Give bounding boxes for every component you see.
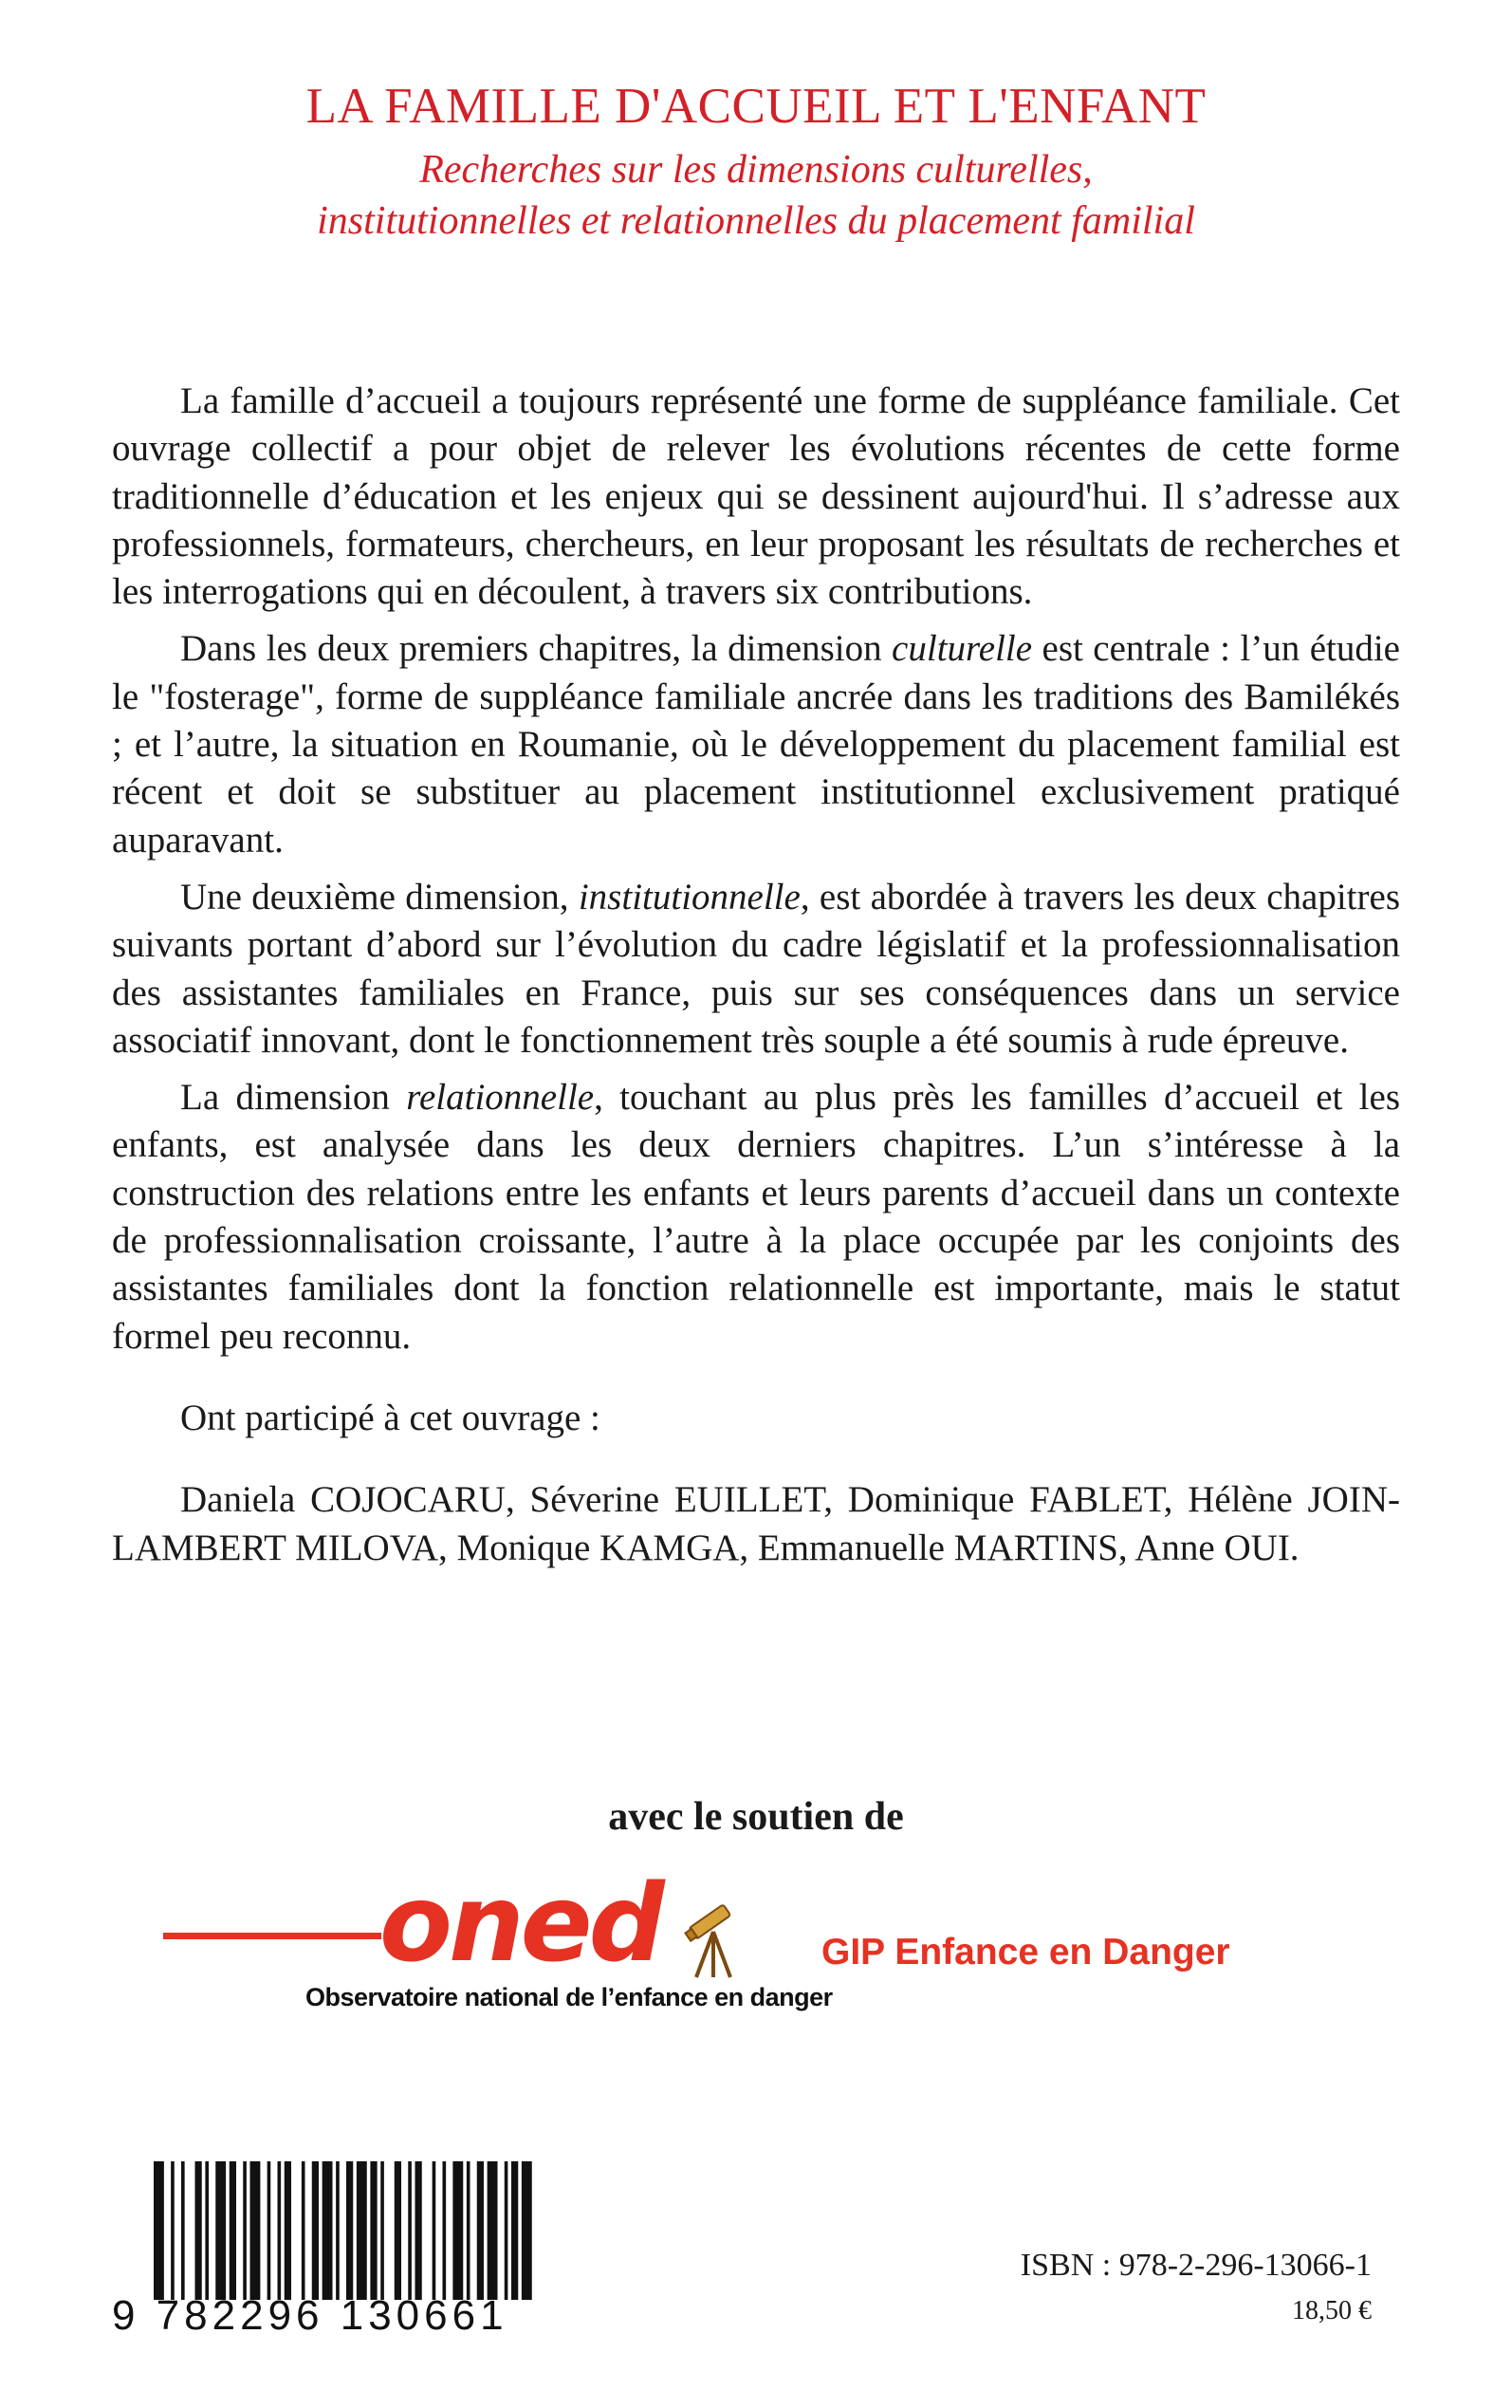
oned-tagline: Observatoire national de l’enfance en danger (305, 1983, 833, 2011)
barcode-bar (415, 2161, 422, 2300)
barcode-bar (370, 2161, 377, 2300)
barcode-bar (408, 2161, 412, 2300)
barcode-bar (278, 2161, 282, 2300)
barcode-bar (395, 2161, 401, 2300)
paragraph-institutional-start: Une deuxième dimension, (180, 876, 579, 917)
support-label: avec le soutien de (608, 1795, 904, 1839)
barcode-bar (443, 2161, 447, 2300)
oned-logo-line (163, 1933, 381, 1939)
barcode-bar (267, 2161, 271, 2300)
barcode-digits: 9 782296 130661 (112, 2292, 508, 2339)
price: 18,50 € (1292, 2296, 1372, 2325)
contributors-intro: Ont participé à cet ouvrage : (180, 1397, 600, 1438)
barcode-bars (154, 2161, 539, 2300)
subtitle-line-1: Recherches sur les dimensions culturelles, (419, 148, 1093, 192)
oned-logo (163, 1862, 833, 2030)
barcode-bar (433, 2161, 436, 2300)
paragraph-cultural-start: Dans les deux premiers chapitres, la dimension (180, 628, 893, 670)
barcode-bar (380, 2161, 384, 2300)
barcode-bar (488, 2161, 498, 2300)
barcode-bar (181, 2161, 185, 2300)
barcode-bar (312, 2161, 319, 2300)
barcode-bar (357, 2161, 367, 2300)
barcode-bar (467, 2161, 470, 2300)
emphasis-institutionnelle: institutionnelle (578, 876, 801, 917)
paragraph-relational (112, 1074, 1400, 1361)
book-subtitle (0, 144, 1512, 247)
paragraph-relational-start: La dimension (180, 1077, 407, 1119)
barcode-bar (346, 2161, 353, 2300)
barcode-bar (243, 2161, 247, 2300)
barcode-bar (505, 2161, 508, 2300)
paragraph-institutional (112, 874, 1400, 1065)
barcode-bar (250, 2161, 261, 2300)
barcode-bar (477, 2161, 484, 2300)
paragraph-institutional-end: , est abordée à travers les deux chapitres suivants portant d’abord sur l’évolution du cadre législatif et la professionnalisation des assistantes familiales en France, puis sur ses conséquences dans un service associatif innovant, dont le fonctionnement très souple a été soumis à rude épreuve. (112, 876, 1400, 1061)
back-cover-text (112, 378, 1400, 1572)
barcode (112, 2161, 544, 2340)
barcode-bar (285, 2161, 291, 2300)
paragraph-relational-end: , touchant au plus près les familles d’accueil et les enfants, est analysée dans les deux derniers chapitres. L’un s’intéresse à la construction des relations entre les enfants et leurs parents d’accueil dans un contexte de professionnalisation croissante, l’autre à la place occupée par les conjoints des assistantes familiales dont la fonction relationnelle est importante, mais le statut formel peu reconnu. (112, 1077, 1400, 1357)
barcode-bar (511, 2161, 518, 2300)
subtitle-line-2: institutionnelles et relationnelles du placement familial (317, 199, 1195, 243)
emphasis-culturelle: culturelle (892, 628, 1033, 670)
book-title: LA FAMILLE D'ACCUEIL ET L'ENFANT (305, 79, 1207, 134)
barcode-bar (154, 2161, 164, 2300)
barcode-bar (336, 2161, 340, 2300)
barcode-bar (302, 2161, 305, 2300)
barcode-bar (205, 2161, 209, 2300)
paragraph-cultural (112, 625, 1400, 863)
barcode-bar (215, 2161, 226, 2300)
oned-logo-word: oned (379, 1862, 661, 1986)
barcode-bar (323, 2161, 333, 2300)
barcode-bar (230, 2161, 236, 2300)
paragraph-intro: La famille d’accueil a toujours représenté une forme de suppléance familiale. Cet ouvrage collectif a pour objet de relever les évolutions récentes de cette forme traditionnelle d’éducation et les enjeux qui se dessinent aujourd'hui. Il s’adresse aux professionnels, formateurs, chercheurs, en leur proposant les résultats de recherches et les interrogations qui en découlent, à travers six contributions. (112, 380, 1400, 613)
barcode-bar (171, 2161, 175, 2300)
paragraph-cultural-end: est centrale : l’un étudie le "fosterage", forme de suppléance familiale ancrée dans les traditions des Bamilékés ; et l’autre, la situation en Roumanie, où le développement du placement familial est récent et doit se substituer au placement institutionnel exclusivement pratiqué auparavant. (112, 628, 1400, 861)
isbn: ISBN : 978-2-296-13066-1 (1020, 2248, 1372, 2283)
barcode-bar (452, 2161, 463, 2300)
barcode-bar (195, 2161, 202, 2300)
telescope-icon (673, 1886, 749, 1981)
barcode-bar (522, 2161, 532, 2300)
emphasis-relationnelle: relationnelle (406, 1077, 595, 1119)
contributors-list: Daniela COJOCARU, Séverine EUILLET, Dominique FABLET, Hélène JOIN-LAMBERT MILOVA, Monique KAMGA, Emmanuelle MARTINS, Anne OUI. (112, 1479, 1400, 1568)
gip-logo-text: GIP Enfance en Danger (821, 1932, 1230, 1973)
